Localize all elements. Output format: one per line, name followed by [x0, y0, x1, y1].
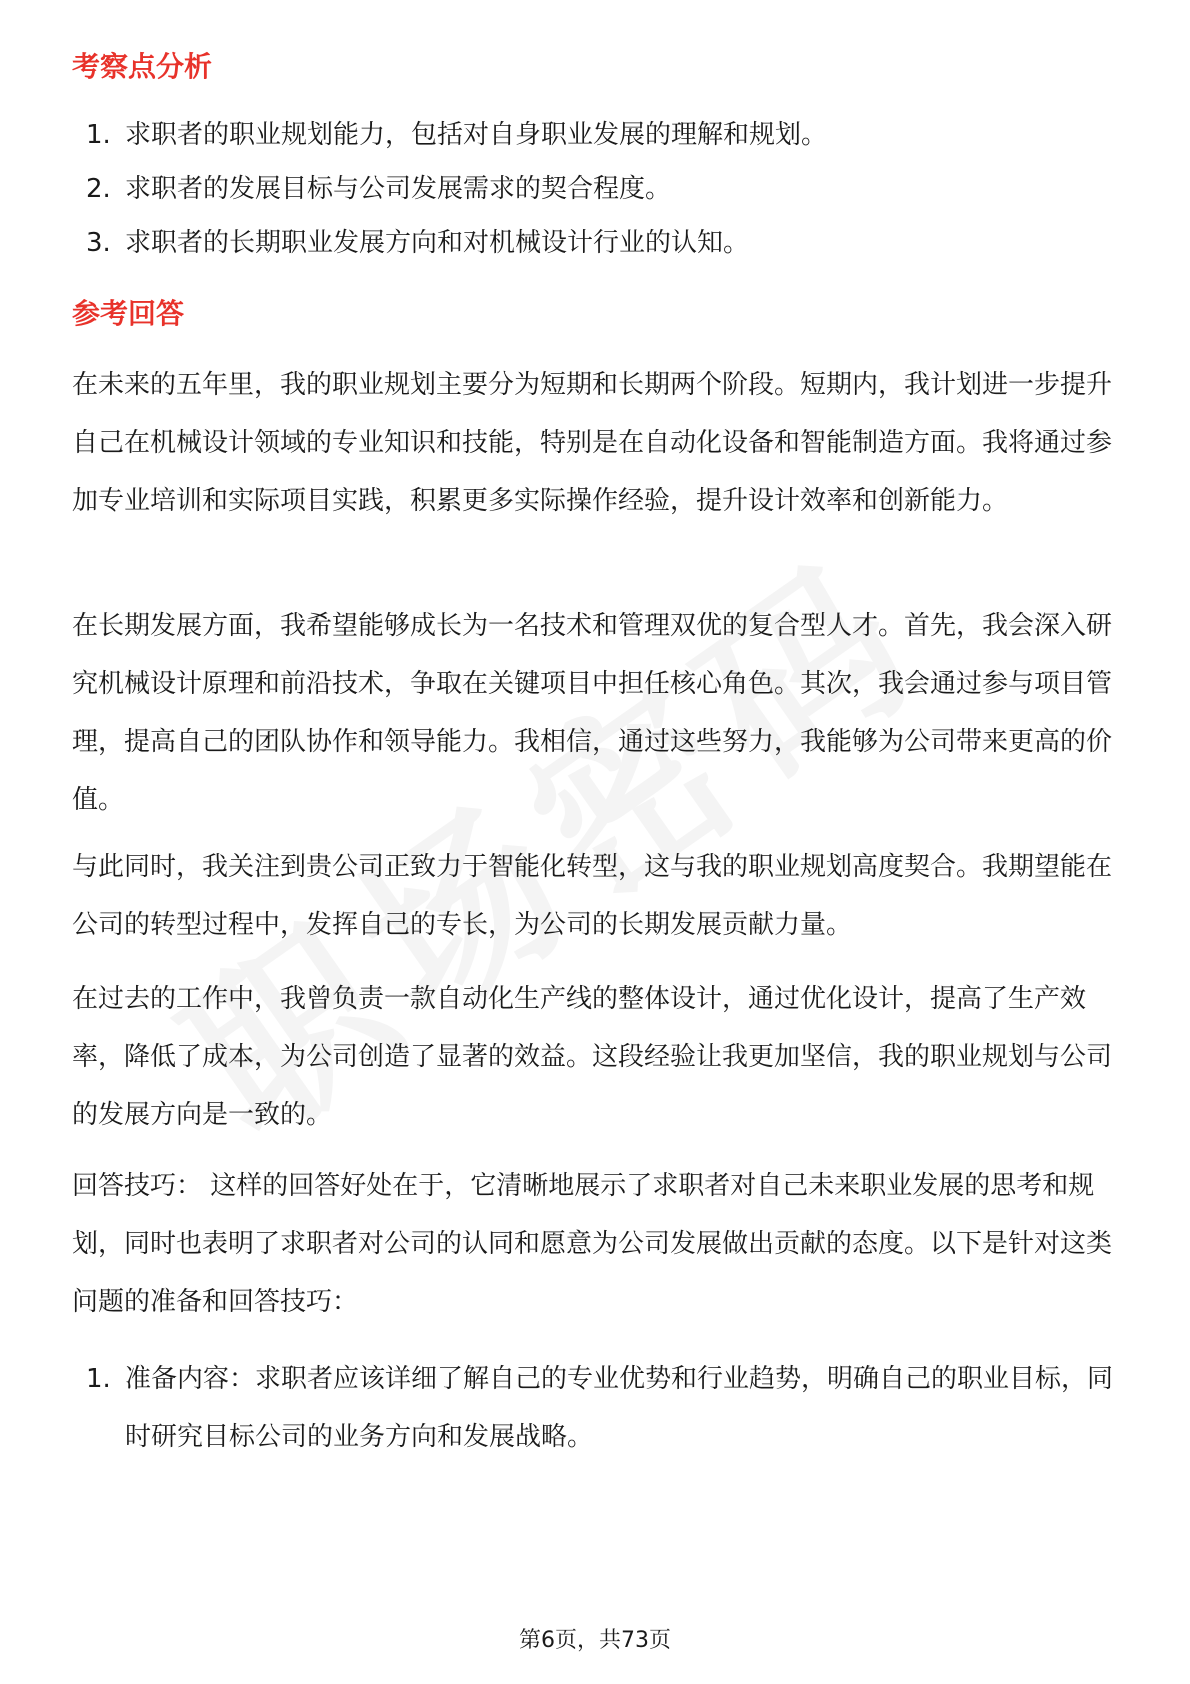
- answer-paragraph: 在过去的工作中，我曾负责一款自动化生产线的整体设计，通过优化设计，提高了生产效率，降低了成本，为公司创造了显著的效益。这段经验让我更加坚信，我的职业规划与公司的发展方向是一致的。: [72, 984, 1113, 1130]
- list-number: 2.: [86, 174, 111, 204]
- list-text: 准备内容：求职者应该详细了解自己的专业优势和行业趋势，明确自己的职业目标，同时研究目标公司的业务方向和发展战略。: [125, 1364, 1114, 1452]
- analysis-heading: 考察点分析: [72, 50, 213, 83]
- list-item: [72, 106, 1122, 164]
- answer-paragraph: 在长期发展方面，我希望能够成长为一名技术和管理双优的复合型人才。首先，我会深入研究机械设计原理和前沿技术，争取在关键项目中担任核心角色。其次，我会通过参与项目管理，提高自己的团队协作和领导能力。我相信，通过这些努力，我能够为公司带来更高的价值。: [72, 611, 1113, 815]
- answer-heading: 参考回答: [72, 297, 185, 330]
- answer-paragraph: 在未来的五年里，我的职业规划主要分为短期和长期两个阶段。短期内，我计划进一步提升自己在机械设计领域的专业知识和技能，特别是在自动化设备和智能制造方面。我将通过参加专业培训和实际项目实践，积累更多实际操作经验，提升设计效率和创新能力。: [72, 370, 1113, 516]
- list-number: 1.: [86, 120, 111, 150]
- list-number: 3.: [86, 228, 111, 258]
- tips-paragraph: 回答技巧： 这样的回答好处在于，它清晰地展示了求职者对自己未来职业发展的思考和规划，同时也表明了求职者对公司的认同和愿意为公司发展做出贡献的态度。以下是针对这类问题的准备和回答技巧：: [72, 1171, 1113, 1317]
- list-text: 求职者的长期职业发展方向和对机械设计行业的认知。: [125, 228, 750, 258]
- list-item: [72, 214, 1122, 272]
- list-text: 求职者的发展目标与公司发展需求的契合程度。: [125, 174, 672, 204]
- list-item: [72, 1350, 1122, 1466]
- list-number: 1.: [86, 1364, 111, 1394]
- list-item: [72, 160, 1122, 218]
- list-text: 求职者的职业规划能力，包括对自身职业发展的理解和规划。: [125, 120, 828, 150]
- page-footer: 第6页，共73页: [519, 1628, 671, 1653]
- answer-paragraph: 与此同时，我关注到贵公司正致力于智能化转型，这与我的职业规划高度契合。我期望能在公司的转型过程中，发挥自己的专长，为公司的长期发展贡献力量。: [72, 852, 1113, 940]
